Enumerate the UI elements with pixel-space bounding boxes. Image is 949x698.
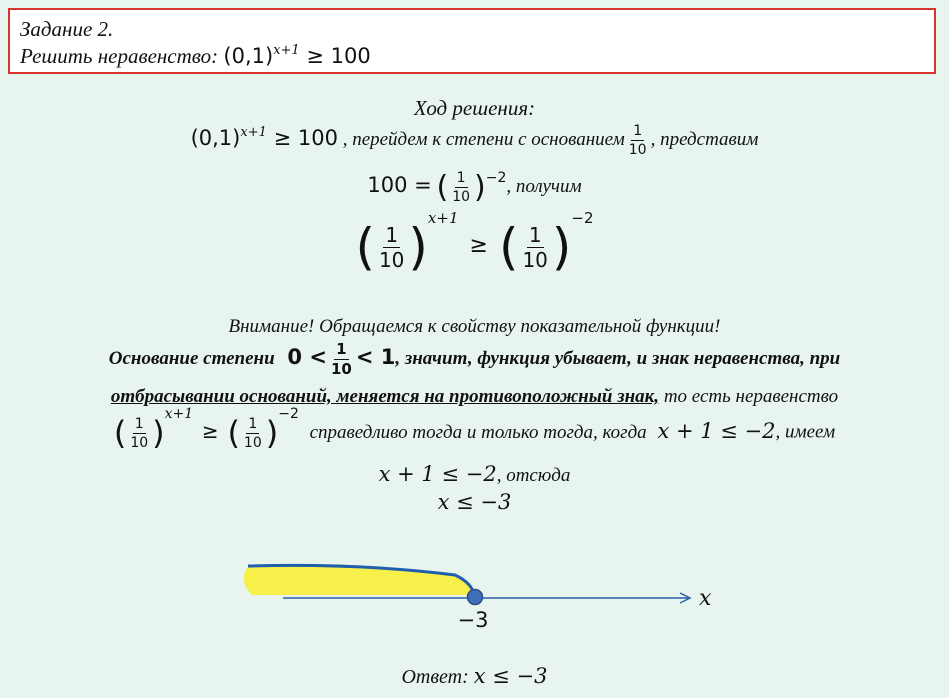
task-statement (20, 42, 924, 70)
axis-label: x (699, 586, 712, 611)
number-line (0, 545, 949, 655)
answer-math: x ≤ −3 (473, 664, 548, 688)
attention-line-3: отбрасывании оснований, меняется на противоположный знак, то есть неравенство (110, 386, 839, 407)
attention-line-5: x + 1 ≤ −2, отсюда (378, 462, 571, 486)
task-inequality: $(0,1)^{x+1} \ge 100$ (223, 42, 371, 68)
answer (0, 664, 949, 689)
solution-line-1: $(0,1)^{x+1} \ge 100$ , перейдем к степени с основанием $\frac{1}{10}$ , представим (190, 123, 759, 158)
answer-label: Ответ: (401, 666, 469, 688)
task-title: Задание 2. (20, 17, 114, 41)
boundary-point (468, 590, 483, 605)
solution-heading: Ход решения: (413, 96, 536, 120)
task-box (8, 8, 936, 74)
attention-line-4: ( $\frac{1}{10}$ )$^{x+1}$ ≥ ( $\frac{1}{10}$ )$^{-2}$ справедливо тогда и только тогда, когда x + 1 ≤ −2, имеем (113, 406, 836, 453)
attention-line-2: Основание степени 0 < $\frac{1}{10}$ < 1, значит, функция убывает, и знак неравенства, при (108, 340, 841, 378)
solution-line-3: ( $\frac{1}{10}$ )$^{x+1}$ ≥ ( $\frac{1}{10}$ )$^{-2}$ (355, 209, 594, 276)
solution-line-2: 100 = ( $\frac{1}{10}$ )$^{-2}$, получим (367, 170, 582, 205)
point-label: −3 (457, 608, 489, 632)
task-prefix: Решить неравенство: (20, 44, 219, 68)
attention-line-6: x ≤ −3 (437, 490, 512, 514)
solution-region-fill (244, 565, 473, 595)
attention-line-1: Внимание! Обращаемся к свойству показательной функции! (228, 316, 721, 337)
